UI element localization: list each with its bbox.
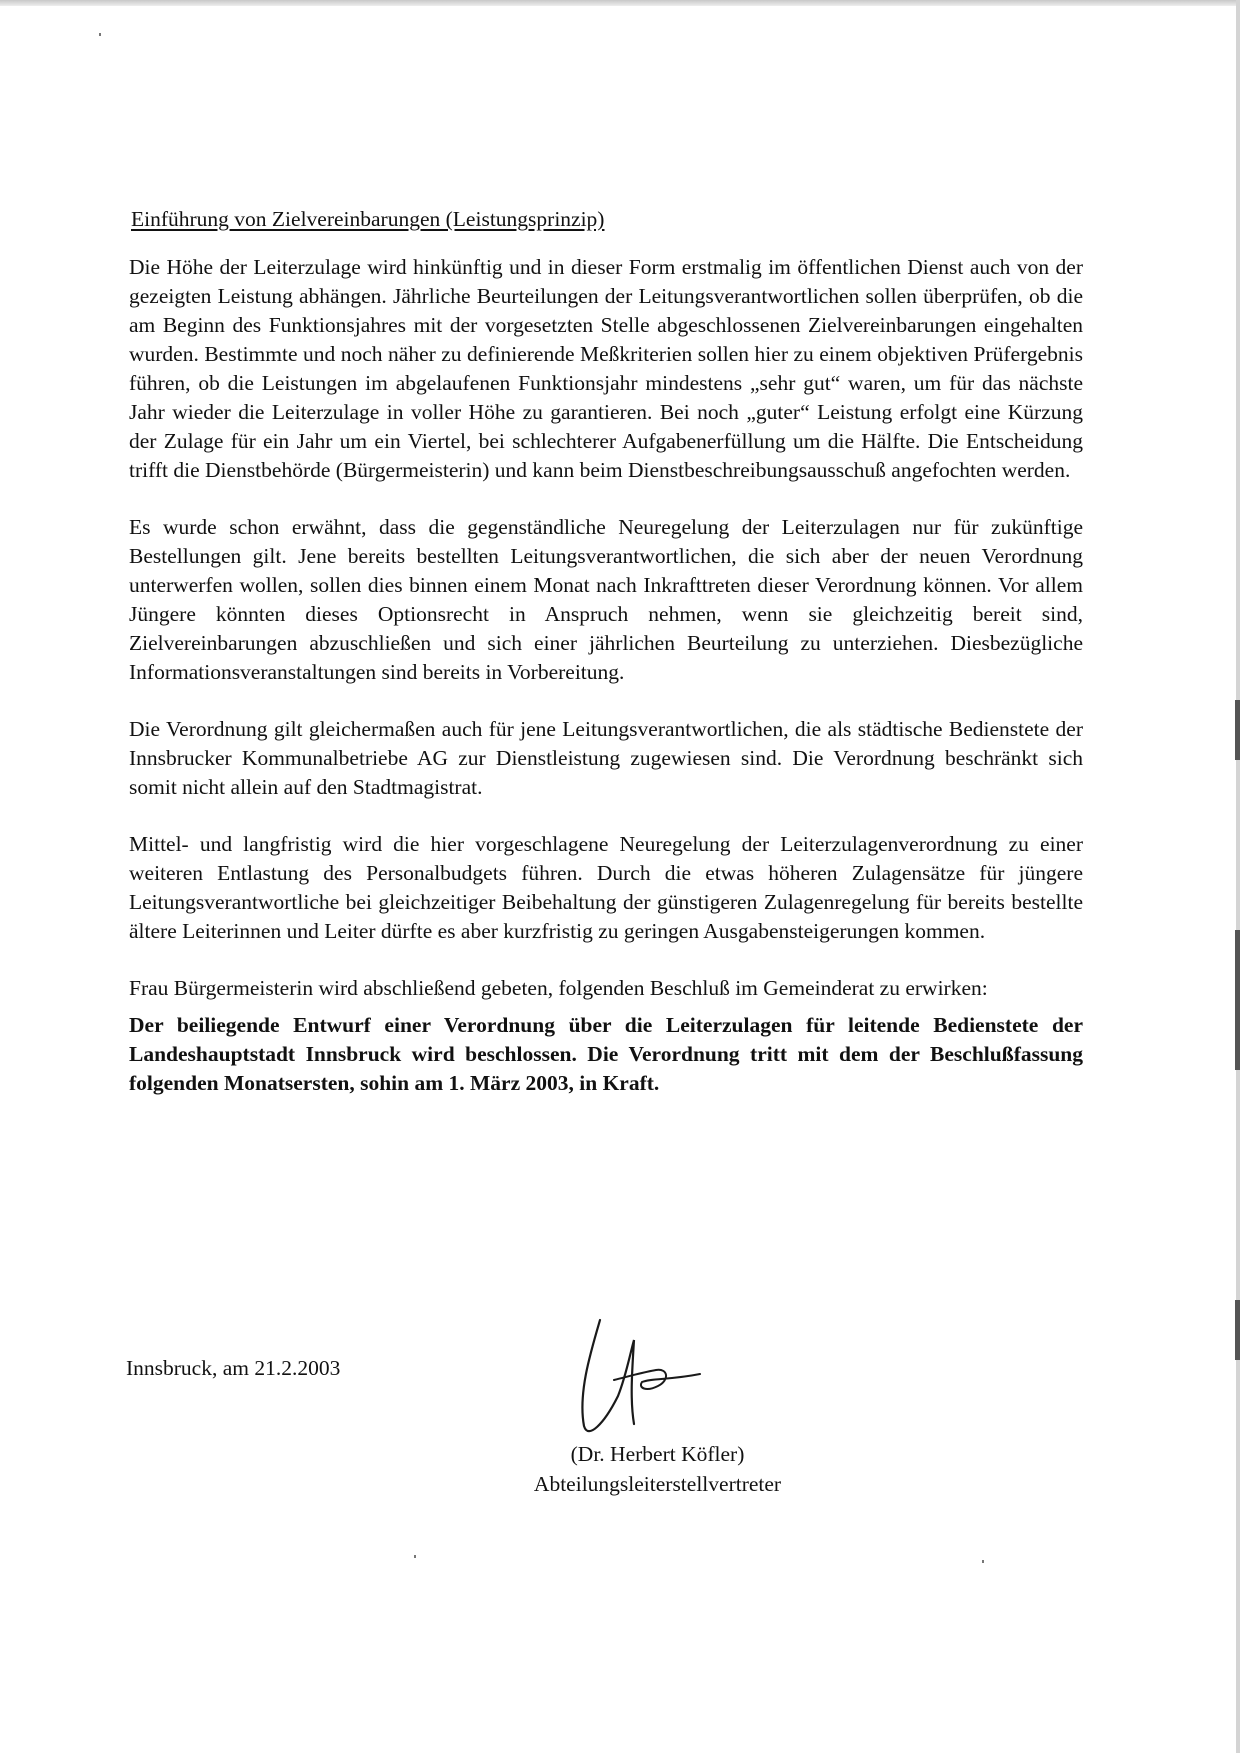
signatory-title: Abteilungsleiterstellvertreter (533, 1472, 782, 1496)
handwritten-signature (560, 1314, 720, 1444)
scan-edge-top (0, 0, 1240, 6)
scan-edge-mark (1235, 930, 1240, 1070)
place-date: Innsbruck, am 21.2.2003 (126, 1356, 341, 1380)
scan-edge-mark (1235, 700, 1240, 760)
paragraph-scope: Die Verordnung gilt gleichermaßen auch für jene Leitungsverantwortlichen, die als städtische Bedienstete der Innsbrucker Kommunalbetriebe AG zur Dienstleistung zugewiesen sind. Die Verordnung beschränkt sich somit nicht allein auf den Stadtmagistrat. (129, 717, 1083, 799)
resolution-text: Der beiliegende Entwurf einer Verordnung über die Leiterzulagen für leitende Bedienstete der Landeshauptstadt Innsbruck wird beschlossen. Die Verordnung tritt mit dem der Beschlußfassung folgenden Monatsersten, sohin am 1. März 2003, in Kraft. (129, 1013, 1083, 1095)
scan-edge-right (1236, 0, 1240, 1753)
letter-body (129, 205, 1083, 1098)
paragraph-performance-principle: Die Höhe der Leiterzulage wird hinkünftig und in dieser Form erstmalig im öffentlichen Dienst auch von der gezeigten Leistung abhängen. Jährliche Beurteilungen der Leitungsverantwortlichen sollen überprüfen, ob die am Beginn des Funktionsjahres mit der vorgesetzten Stelle abgeschlossenen Zielvereinbarungen eingehalten wurden. Bestimmte und noch näher zu definierende Meßkriterien sollen hier zu einem objektiven Prüfergebnis führen, ob die Leistungen im abgelaufenen Funktionsjahr mindestens „sehr gut“ waren, um für das nächste Jahr wieder die Leiterzulage in voller Höhe zu garantieren. Bei noch „guter“ Leistung erfolgt eine Kürzung der Zulage für ein Jahr um ein Viertel, bei schlechterer Aufgabenerfüllung um die Hälfte. Die Entscheidung trifft die Dienstbehörde (Bürgermeisterin) und kann beim Dienstbeschreibungsausschuß angefochten werden. (129, 255, 1083, 482)
scan-speck (99, 33, 101, 36)
scan-speck (982, 1560, 984, 1563)
scan-speck (414, 1555, 416, 1558)
paragraph-request: Frau Bürgermeisterin wird abschließend gebeten, folgenden Beschluß im Gemeinderat zu erwirken: (129, 976, 988, 1000)
section-heading: Einführung von Zielvereinbarungen (Leistungsprinzip) (131, 207, 605, 231)
paragraph-transition-rule: Es wurde schon erwähnt, dass die gegenständliche Neuregelung der Leiterzulagen nur für zukünftige Bestellungen gilt. Jene bereits bestellten Leitungsverantwortlichen, die sich aber der neuen Verordnung unterwerfen wollen, sollen dies binnen einem Monat nach Inkrafttreten dieser Verordnung können. Vor allem Jüngere könnten dieses Optionsrecht in Anspruch nehmen, wenn sie gleichzeitig bereit sind, Zielvereinbarungen abzuschließen und sich einer jährlichen Beurteilung zu unterziehen. Diesbezügliche Informationsveranstaltungen sind bereits in Vorbereitung. (129, 515, 1083, 684)
paragraph-budget-impact: Mittel- und langfristig wird die hier vorgeschlagene Neuregelung der Leiterzulagenverordnung zu einer weiteren Entlastung des Personalbudgets führen. Durch die etwas höheren Zulagensätze für jüngere Leitungsverantwortliche bei gleichzeitiger Beibehaltung der günstigeren Zulagenregelung für bereits bestellte ältere Leiterinnen und Leiter dürfte es aber kurzfristig zu geringen Ausgabensteigerungen kommen. (129, 832, 1083, 943)
signatory-name: (Dr. Herbert Köfler) (570, 1442, 745, 1466)
scan-edge-mark (1235, 1300, 1240, 1360)
